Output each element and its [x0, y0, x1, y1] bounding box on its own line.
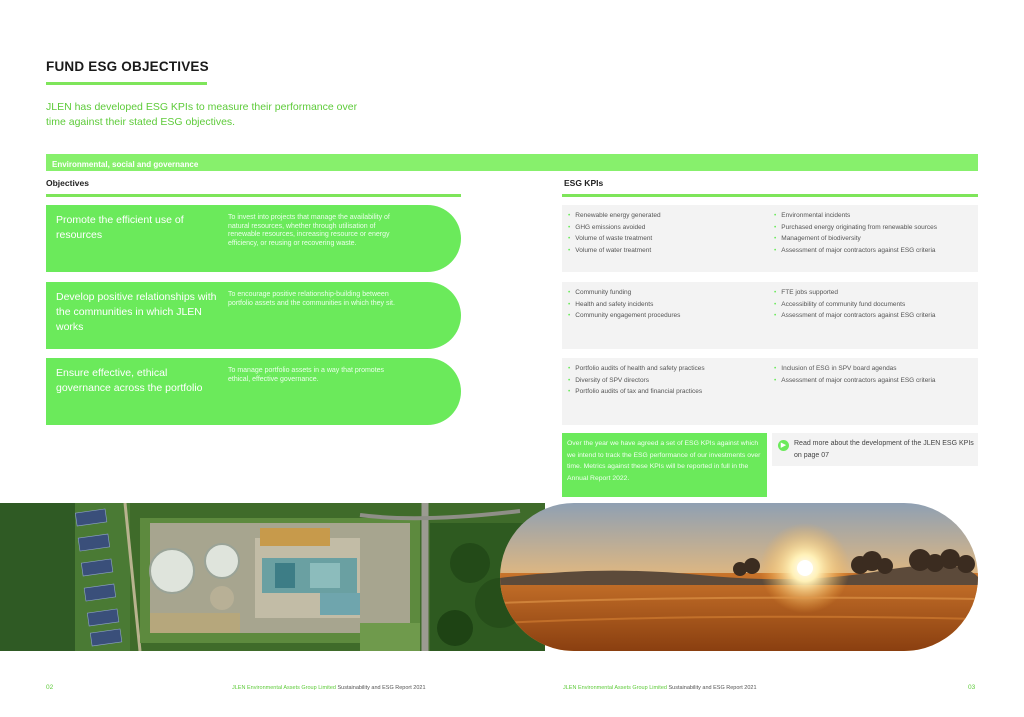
footer-report: Sustainability and ESG Report 2021 [337, 685, 426, 691]
kpi-item: • FTE jobs supported [774, 289, 839, 296]
kpis-column-rule [562, 194, 978, 197]
kpi-list-left [568, 363, 705, 398]
kpi-item: • Community funding [568, 289, 632, 296]
right-page-number: 03 [968, 684, 976, 691]
bullet-dot-icon: • [774, 246, 777, 254]
bullet-dot-icon: • [568, 289, 571, 296]
bullet-dot-icon: • [568, 365, 571, 372]
objective-title: Promote the efficient use of resources [56, 214, 184, 241]
kpi-item: • Portfolio audits of tax and financial practices [568, 388, 703, 396]
left-page-number: 02 [46, 684, 54, 691]
aerial-site-photo [0, 503, 545, 651]
objective-title: Develop positive relationships with the communities in which JLEN works [56, 291, 217, 333]
kpi-list-right [774, 287, 936, 322]
objective-title: Ensure effective, ethical governance across the portfolio [56, 367, 203, 394]
kpi-panel [562, 282, 978, 349]
objective-card [46, 282, 461, 349]
bullet-dot-icon: • [774, 223, 777, 231]
objective-card [46, 205, 461, 272]
section-band-label: Environmental, social and governance [52, 160, 199, 169]
kpi-item: • Accessibility of community fund documents [774, 300, 906, 308]
kpi-panel [562, 205, 978, 272]
kpi-item: • Assessment of major contractors against ESG criteria [774, 376, 936, 384]
bullet-dot-icon: • [568, 388, 571, 396]
kpi-note [562, 433, 767, 497]
kpi-list-right [774, 210, 937, 256]
bullet-dot-icon: • [568, 246, 571, 254]
footer-company: JLEN Environmental Assets Group Limited [232, 685, 336, 691]
section-band [46, 154, 978, 171]
bullet-dot-icon: • [774, 300, 777, 308]
arrow-right-circle-icon: ▶ [778, 440, 789, 451]
kpi-item: • Health and safety incidents [568, 300, 654, 308]
kpi-item: • Environmental incidents [774, 212, 851, 219]
objective-description: To manage portfolio assets in a way that promotes ethical, effective governance. [228, 367, 385, 383]
kpi-item: • Management of biodiversity [774, 235, 861, 243]
kpi-item: • Diversity of SPV directors [568, 376, 649, 384]
bullet-dot-icon: • [774, 312, 777, 320]
bullet-dot-icon: • [568, 376, 571, 384]
bullet-dot-icon: • [774, 289, 777, 296]
objective-description: To encourage positive relationship-building between portfolio assets and the communities in which they sit. [228, 291, 395, 307]
kpi-item: • GHG emissions avoided [568, 223, 646, 231]
bullet-dot-icon: • [568, 312, 571, 320]
kpi-item: • Volume of water treatment [568, 246, 652, 254]
kpi-list-right [774, 363, 936, 386]
title-underline [46, 82, 207, 85]
bullet-dot-icon: • [568, 212, 571, 219]
readmore-link[interactable] [772, 433, 978, 466]
kpi-item: • Community engagement procedures [568, 312, 681, 320]
objective-card [46, 358, 461, 425]
kpi-panel [562, 358, 978, 425]
kpi-list-left [568, 210, 661, 256]
intro-text: JLEN has developed ESG KPIs to measure their performance over time against their stated ESG objectives. [46, 101, 358, 128]
right-footer [563, 685, 757, 691]
bullet-dot-icon: • [774, 376, 777, 384]
kpi-list-left [568, 287, 680, 322]
footer-company: JLEN Environmental Assets Group Limited [563, 685, 667, 691]
bullet-dot-icon: • [568, 300, 571, 308]
objective-description: To invest into projects that manage the availability of natural resources, whether through utilisation of renewable resources, increasing resource or energy efficiency, or reusing or recovering waste. [228, 214, 390, 247]
kpis-column-heading: ESG KPIs [564, 178, 604, 188]
bullet-dot-icon: • [568, 223, 571, 231]
readmore-text[interactable]: Read more about the development of the JLEN ESG KPIs on page 07 [794, 440, 974, 459]
kpi-item: • Assessment of major contractors against ESG criteria [774, 246, 936, 254]
bullet-dot-icon: • [774, 235, 777, 243]
footer-report: Sustainability and ESG Report 2021 [668, 685, 757, 691]
bullet-dot-icon: • [774, 365, 777, 372]
kpi-note-text: Over the year we have agreed a set of ESG KPIs against which we intend to track the ESG performance of our investments over time. Metrics against these KPIs will be reported in full in the Annual Report 2022. [567, 440, 761, 482]
left-footer [232, 685, 426, 691]
objectives-column-heading: Objectives [46, 178, 89, 188]
kpi-item: • Volume of waste treatment [568, 235, 653, 243]
kpi-item: • Renewable energy generated [568, 212, 661, 219]
sunset-field-photo [500, 503, 978, 651]
kpi-item: • Assessment of major contractors against ESG criteria [774, 312, 936, 320]
bullet-dot-icon: • [568, 235, 571, 243]
kpi-item: • Portfolio audits of health and safety practices [568, 365, 705, 372]
page-title: FUND ESG OBJECTIVES [46, 59, 209, 74]
objectives-column-rule [46, 194, 461, 197]
kpi-item: • Purchased energy originating from renewable sources [774, 223, 938, 231]
kpi-item: • Inclusion of ESG in SPV board agendas [774, 365, 897, 372]
bullet-dot-icon: • [774, 212, 777, 219]
